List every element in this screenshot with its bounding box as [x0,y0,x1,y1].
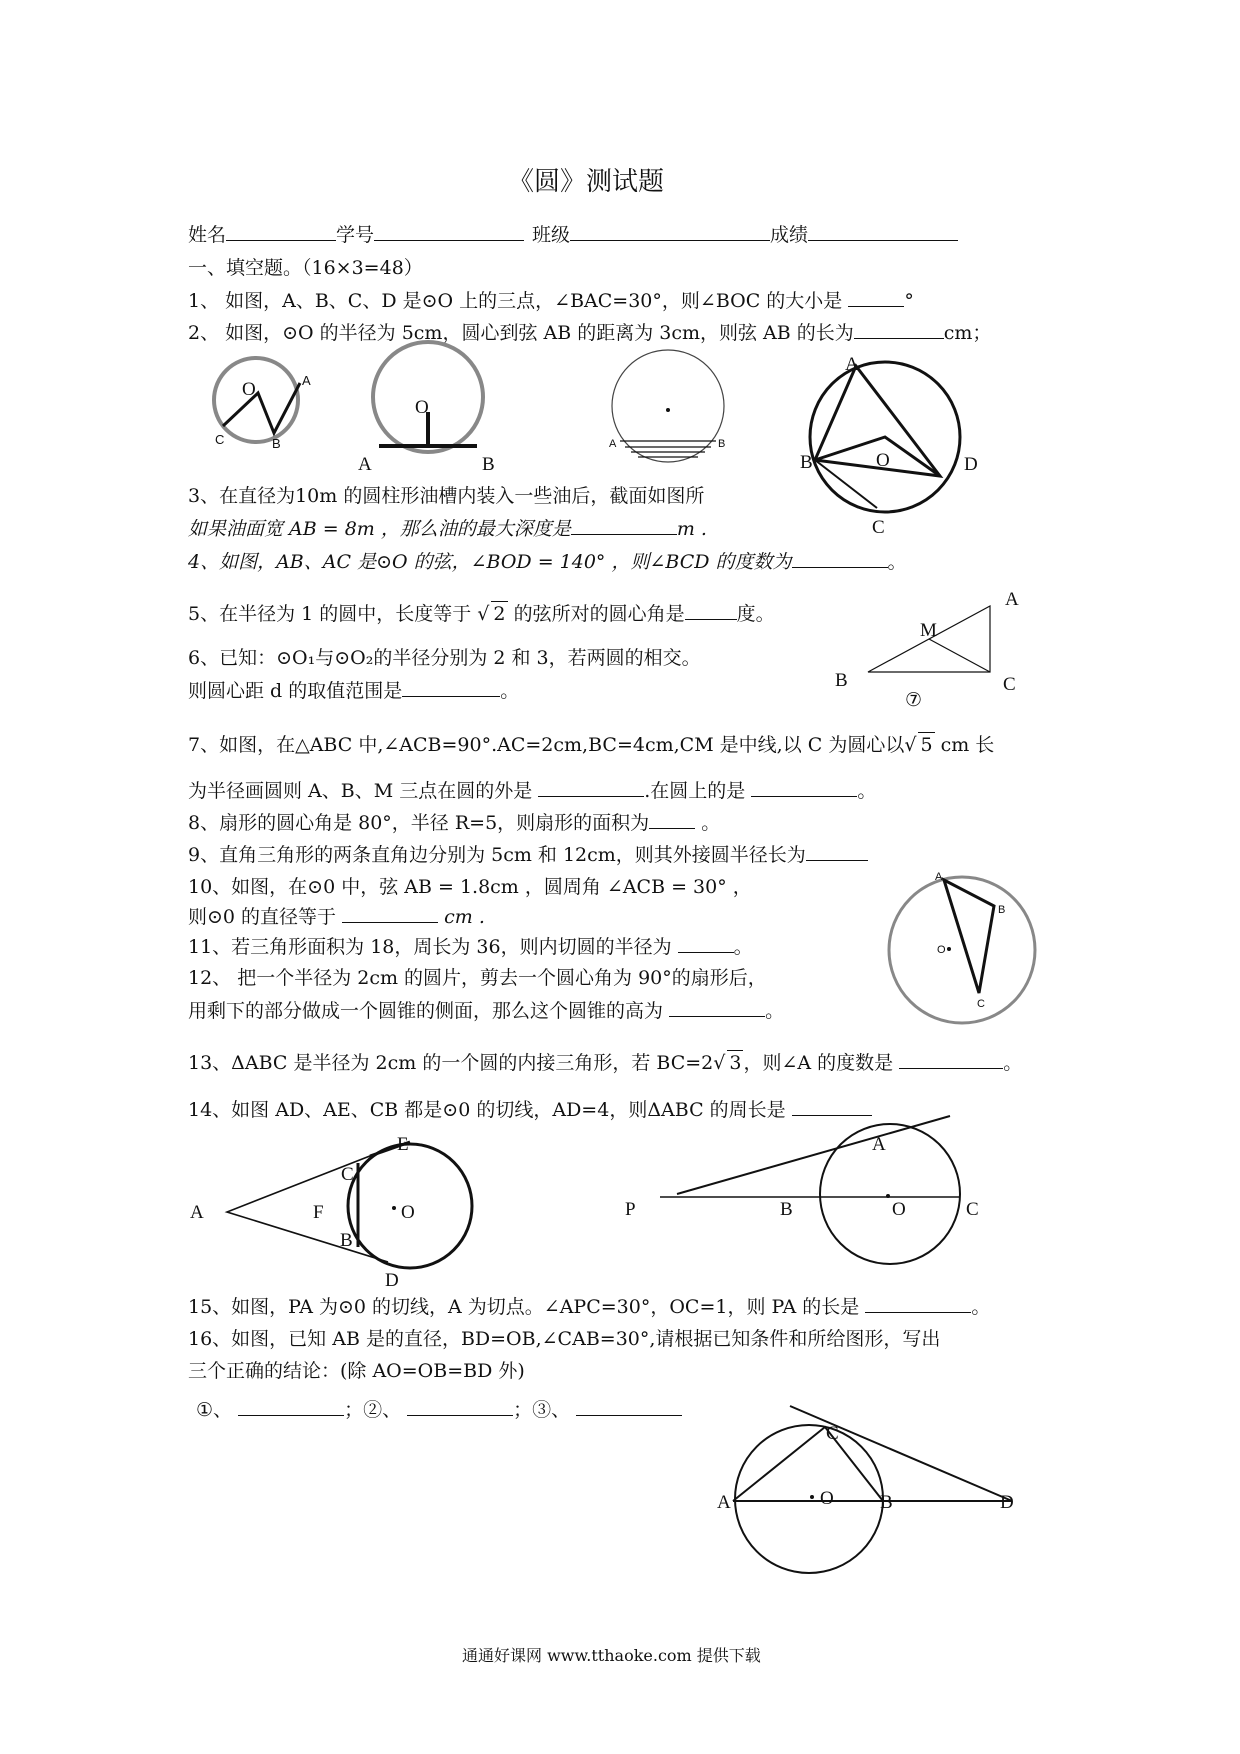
question-13: 13、ΔABC 是半径为 2cm 的一个圆的内接三角形，若 BC=2√ 3 ，则∠A 的度数是 。 [188,1052,1023,1074]
figure-q10-label-o: O [937,944,946,956]
student-id-label: 学号 [336,224,375,246]
figure-q3-label-a: A [609,438,617,450]
figure-q4-label-a: A [845,354,859,375]
figure-q16 [717,1406,1014,1573]
figure-q1-label-o: O [242,379,256,400]
figure-q7-number: ⑦ [905,690,923,711]
question-14: 14、如图 AD、AE、CB 都是⊙0 的切线，AD=4，则ΔABC 的周长是 [188,1097,872,1122]
question-1: 1、 如图，A、B、C、D 是⊙O 上的三点，∠BAC=30°，则∠BOC 的大小是 ° [188,290,914,312]
figure-q4-label-o: O [876,450,890,471]
score-label: 成绩 [770,224,809,246]
figure-q16-tangent [790,1406,1012,1501]
question-15: 15、如图，PA 为⊙0 的切线，A 为切点。∠APC=30°，OC=1，则 PA 的长是 。 [188,1296,991,1318]
question-7-line2: 为半径画圆则 A、B、M 三点在圆的外是 .在圆上的是 。 [188,780,877,802]
question-6-line1: 6、已知：⊙O₁与⊙O₂的半径分别为 2 和 3，若两圆的相交。 [188,647,701,669]
figure-q14-label-o: O [401,1202,415,1223]
figure-q16-label-c: C [826,1423,839,1444]
figure-q3-circle [612,350,724,462]
figure-q16-label-a: A [717,1492,731,1513]
figure-q14-label-d: D [385,1270,399,1291]
figure-q10-label-c: C [977,998,985,1010]
figure-q14-label-b: B [340,1230,353,1251]
figure-q16-label-d: D [1000,1492,1014,1513]
figure-q4-label-c: C [872,517,885,538]
figure-q10-label-b: B [998,904,1006,916]
figure-q16-circle [735,1425,883,1573]
figure-q15-label-p: P [625,1199,636,1220]
name-label: 姓名 [188,224,227,246]
figure-q15-circle [820,1124,960,1264]
figure-q1-circle [214,358,298,442]
section-heading: 一、填空题。（16×3=48） [188,257,423,279]
figure-q3 [609,350,725,462]
question-10-line2: 则⊙0 的直径等于 cm . [188,906,485,928]
figure-q10 [889,871,1035,1023]
figure-q16-label-o: O [820,1488,834,1509]
figure-q1 [214,358,311,451]
figure-q15-label-b: B [780,1199,793,1220]
question-10-line1: 10、如图，在⊙0 中，弦 AB = 1.8cm ，圆周角 ∠ACB = 30° ， [188,876,752,898]
question-4: 4、如图，AB、AC 是⊙O 的弦，∠BOD = 140° ，则∠BCD 的度数为 。 [188,551,907,573]
figure-q7-label-c: C [1003,674,1016,695]
figure-q14-label-c: C [341,1164,354,1185]
page-title: 《圆》测试题 [508,167,665,197]
figure-q4 [800,354,978,538]
figure-q14-label-f: F [313,1202,324,1223]
question-5: 5、在半径为 1 的圆中，长度等于 √ 2 的弦所对的圆心角是 度。 [188,603,775,625]
question-9: 9、直角三角形的两条直角边分别为 5cm 和 12cm，则其外接圆半径长为 [188,842,868,867]
figure-q15-tangent [677,1116,950,1194]
figure-q15-label-o: O [892,1199,906,1220]
figure-q4-label-d: D [964,454,978,475]
question-12-line1: 12、 把一个半径为 2cm 的圆片，剪去一个圆心角为 90°的扇形后， [188,967,767,989]
figure-q3-label-b: B [718,438,726,450]
question-3-line1: 3、在直径为10m 的圆柱形油槽内装入一些油后，截面如图所 [188,485,705,507]
footer-credit: 通通好课网 www.tthaoke.com 提供下载 [462,1646,761,1665]
figure-q3-center [666,408,670,412]
figure-q1-label-c: C [215,432,225,447]
question-12-line2: 用剩下的部分做成一个圆锥的侧面，那么这个圆锥的高为 。 [188,1000,785,1022]
figure-q16-label-b: B [880,1492,893,1513]
figure-q2-label-o: O [415,397,429,418]
figure-q2-label-a: A [358,454,372,475]
figure-q7 [835,589,1019,711]
figure-q7-label-a: A [1005,589,1019,610]
figure-q10-circle [889,877,1035,1023]
question-7-line1: 7、如图，在△ABC 中,∠ACB=90°.AC=2cm,BC=4cm,CM 是中线,以 C 为圆心以√ 5 cm 长 [188,734,995,756]
question-2: 2、 如图，⊙O 的半径为 5cm，圆心到弦 AB 的距离为 3cm，则弦 AB 的长为 cm； [188,322,992,344]
figure-q2-label-b: B [482,454,495,475]
figure-q14-label-e: E [397,1134,409,1155]
figure-q1-label-a: A [302,373,311,388]
figure-q10-label-a: A [935,871,943,883]
question-3-line2: 如果油面宽 AB = 8m ，那么油的最大深度是 m . [188,518,707,540]
figure-q15-label-c: C [966,1199,979,1220]
figure-q1-label-b: B [272,436,281,451]
figure-q14 [190,1134,472,1291]
figure-q15 [625,1116,979,1264]
figure-q2 [358,342,495,475]
figure-q10-triangle [944,880,994,993]
figure-q15-label-a: A [872,1134,886,1155]
figure-q7-label-b: B [835,670,848,691]
question-16-line2: 三个正确的结论：(除 AO=OB=BD 外) [188,1360,525,1382]
figure-q4-label-b: B [800,452,813,473]
question-16-answers: ①、 ；②、 ；③、 [196,1397,682,1422]
figure-q16-triangle [733,1427,883,1501]
figure-q14-label-a: A [190,1202,204,1223]
question-16-line1: 16、如图，已知 AB 是的直径，BD=OB,∠CAB=30°,请根据已知条件和所给图形，写出 [188,1328,941,1350]
class-label: 班级 [532,224,571,246]
question-11: 11、若三角形面积为 18，周长为 36，则内切圆的半径为 。 [188,936,753,958]
question-6-line2: 则圆心距 d 的取值范围是 。 [188,680,520,702]
question-8: 8、扇形的圆心角是 80°，半径 R=5，则扇形的面积为 。 [188,812,721,834]
figure-q7-label-m: M [920,620,937,641]
